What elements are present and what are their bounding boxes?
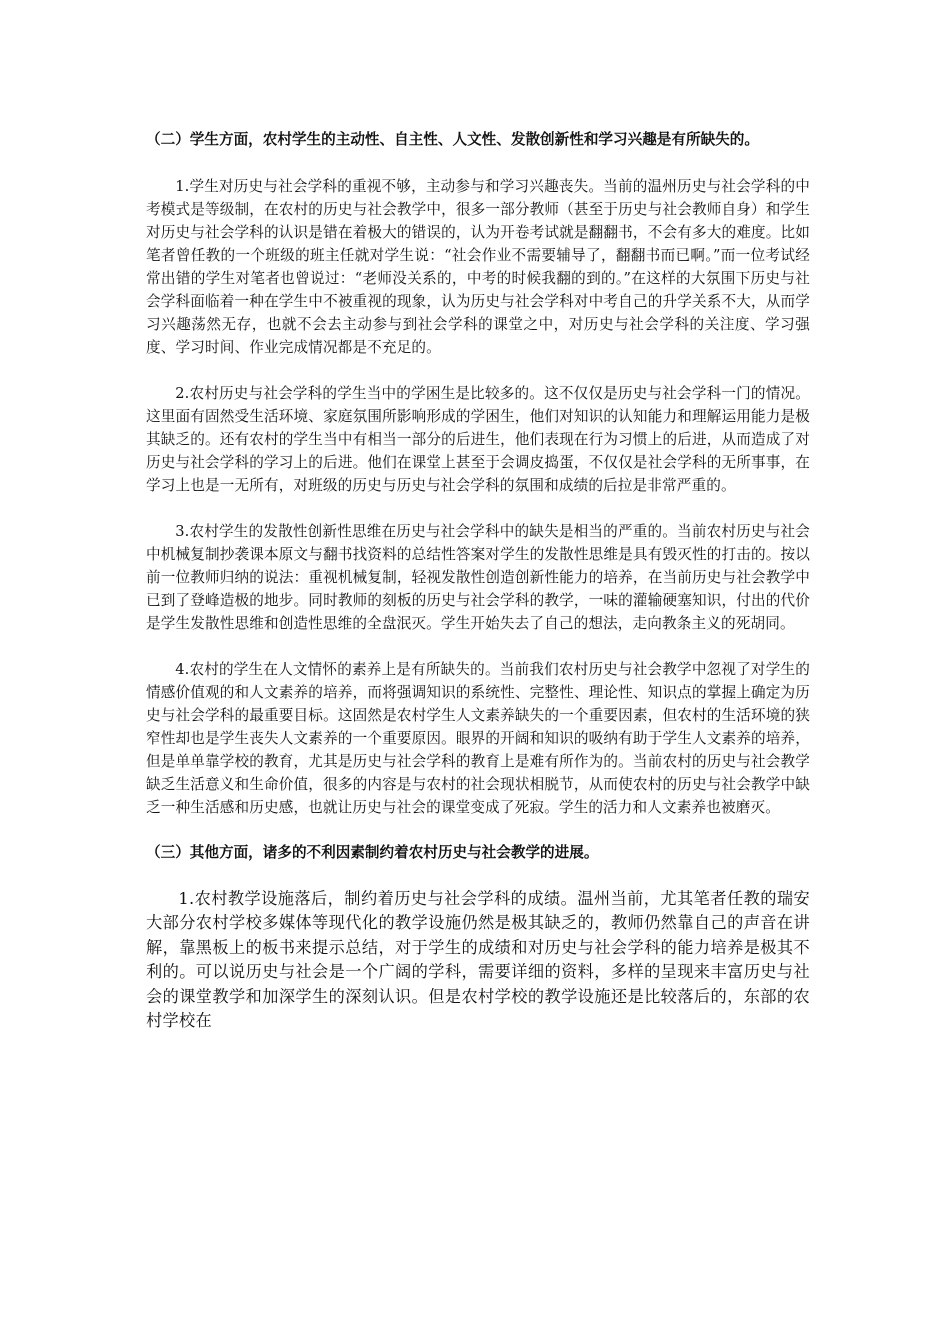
section-heading-other: （三）其他方面，诸多的不利因素制约着农村历史与社会教学的进展。 [146, 844, 599, 861]
document-body [146, 128, 810, 1033]
paragraph-divergent-thinking: 3.农村学生的发散性创新性思维在历史与社会学科中的缺失是相当的严重的。当前农村历史与社会中机械复制抄袭课本原文与翻书找资料的总结性答案对学生的发散性思维是具有毁灭性的打击的。按以前一位教师归纳的说法：重视机械复制，轻视发散性创造创新性能力的培养，在当前历史与社会教学中已到了登峰造极的地步。同时教师的刻板的历史与社会学科的教学，一味的灌输硬塞知识，付出的代价是学生发散性思维和创造性思维的全盘泯灭。学生开始失去了自己的想法，走向教条主义的死胡同。 [146, 523, 810, 632]
paragraph-importance: 1.学生对历史与社会学科的重视不够，主动参与和学习兴趣丧失。当前的温州历史与社会学科的中考模式是等级制，在农村的历史与社会教学中，很多一部分教师（甚至于历史与社会教师自身）和学生对历史与社会学科的认识是错在着极大的错误的，认为开卷考试就是翻翻书，不会有多大的难度。比如笔者曾任教的一个班级的班主任就对学生说：“社会作业不需要辅导了，翻翻书而已啊。”而一位考试经常出错的学生对笔者也曾说过：“老师没关系的，中考的时候我翻的到的。”在这样的大氛围下历史与社会学科面临着一种在学生中不被重视的现象，认为历史与社会学科对中考自己的升学关系不大，从而学习兴趣荡然无存，也就不会去主动参与到社会学科的课堂之中，对历史与社会学科的关注度、学习强度、学习时间、作业完成情况都是不充足的。 [146, 178, 810, 356]
section-heading-students: （二）学生方面，农村学生的主动性、自主性、人文性、发散创新性和学习兴趣是有所缺失的。 [146, 131, 759, 148]
paragraph-struggling-students: 2.农村历史与社会学科的学生当中的学困生是比较多的。这不仅仅是历史与社会学科一门的情况。这里面有固然受生活环境、家庭氛围所影响形成的学困生，他们对知识的认知能力和理解运用能力是极其缺乏的。还有农村的学生当中有相当一部分的后进生，他们表现在行为习惯上的后进，从而造成了对历史与社会学科的学习上的后进。他们在课堂上甚至于会调皮捣蛋，不仅仅是社会学科的无所事事，在学习上也是一无所有，对班级的历史与历史与社会学科的氛围和成绩的后拉是非常严重的。 [146, 385, 810, 494]
paragraph-facilities: 1.农村教学设施落后，制约着历史与社会学科的成绩。温州当前，尤其笔者任教的瑞安大部分农村学校多媒体等现代化的教学设施仍然是极其缺乏的，教师仍然靠自己的声音在讲解，靠黑板上的板书来提示总结，对于学生的成绩和对历史与社会学科的能力培养是极其不利的。可以说历史与社会是一个广阔的学科，需要详细的资料，多样的呈现来丰富历史与社会的课堂教学和加深学生的深刻认识。但是农村学校的教学设施还是比较落后的，东部的农村学校在 [146, 889, 810, 1031]
paragraph-humanistic-literacy: 4.农村的学生在人文情怀的素养上是有所缺失的。当前我们农村历史与社会教学中忽视了对学生的情感价值观的和人文素养的培养，而将强调知识的系统性、完整性、理论性、知识点的掌握上确定为历史与社会学科的最重要目标。这固然是农村学生人文素养缺失的一个重要因素，但农村的生活环境的狭窄性却也是学生丧失人文素养的一个重要原因。眼界的开阔和知识的吸纳有助于学生人文素养的培养，但是单单靠学校的教育，尤其是历史与社会学科的教育上是难有所作为的。当前农村的历史与社会教学缺乏生活意义和生命价值，很多的内容是与农村的社会现状相脱节，从而使农村的历史与社会教学中缺乏一种生活感和历史感，也就让历史与社会的课堂变成了死寂。学生的活力和人文素养也被磨灭。 [146, 661, 810, 816]
